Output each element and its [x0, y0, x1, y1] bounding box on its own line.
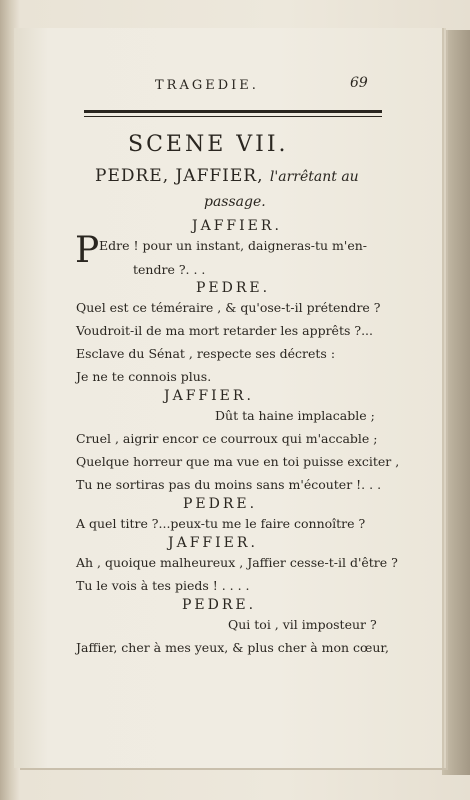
verse-line: Jaffier, cher à mes yeux, & plus cher à mon cœur, [76, 640, 390, 655]
speaker-name: JAFFIER. [192, 218, 282, 234]
header-rule-thick [84, 110, 382, 113]
verse-line: Edre ! pour un instant, daigneras-tu m'en- [99, 238, 368, 253]
page-number: 69 [350, 75, 368, 91]
verse-line: A quel titre ?...peux-tu me le faire connoître ? [76, 516, 366, 531]
page-edge [442, 30, 470, 775]
verse-line: Esclave du Sénat , respecte ses décrets : [76, 346, 336, 361]
verse-line: Cruel , aigrir encor ce courroux qui m'accable ; [76, 431, 378, 446]
verse-line: Voudroit-il de ma mort retarder les apprêts ?... [76, 323, 373, 338]
verse-line: Je ne te connois plus. [76, 369, 212, 384]
header-rule-thin [84, 116, 382, 117]
verse-line: Ah , quoique malheureux , Jaffier cesse-t-il d'être ? [76, 555, 398, 570]
verse-line: tendre ?. . . [133, 262, 206, 277]
verse-line: Dût ta haine implacable ; [215, 408, 375, 423]
drop-cap: P [75, 230, 100, 271]
verse-line: Quelque horreur que ma vue en toi puisse exciter , [76, 454, 400, 469]
cast-names: PEDRE, JAFFIER, [95, 166, 264, 186]
scene-title: SCENE VII. [128, 132, 289, 157]
verse-line: Quel est ce téméraire , & qu'ose-t-il prétendre ? [76, 300, 381, 315]
speaker-name: PEDRE. [183, 496, 258, 512]
speaker-name: JAFFIER. [164, 388, 254, 404]
stage-direction-cont: passage. [204, 194, 266, 210]
scene-cast [95, 166, 359, 186]
speaker-name: PEDRE. [196, 280, 271, 296]
running-title: TRAGEDIE. [155, 78, 259, 93]
speaker-name: PEDRE. [182, 597, 257, 613]
stage-direction: l'arrêtant au [269, 169, 359, 185]
verse-line: Qui toi , vil imposteur ? [228, 617, 377, 632]
verse-line: Tu ne sortiras pas du moins sans m'écouter !. . . [76, 477, 382, 492]
speaker-name: JAFFIER. [168, 535, 258, 551]
verse-line: Tu le vois à tes pieds ! . . . . [76, 578, 250, 593]
